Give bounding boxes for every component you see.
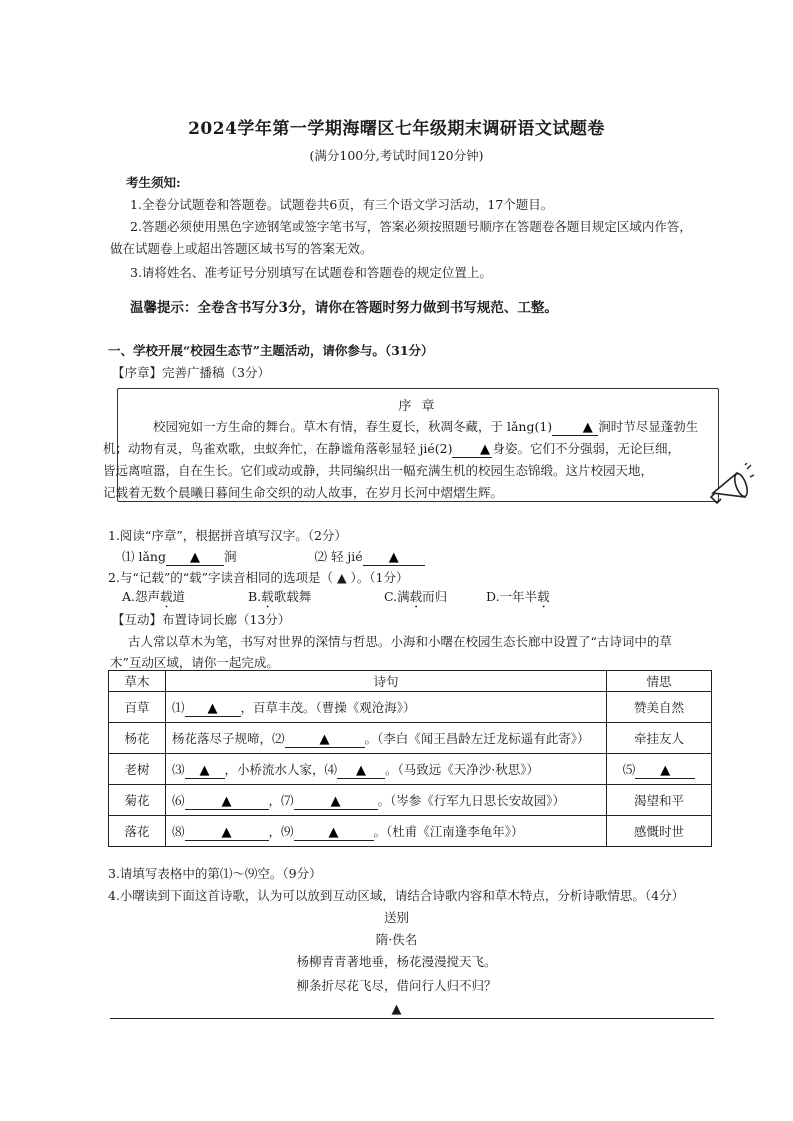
verse-text: 。（岑参《行军九日思长安故园》） <box>377 792 566 808</box>
notice-item-2: 2.答题必须使用黑色字迹钢笔或签字笔书写，答案必须按照题号顺序在答题卷各题目规定区域内作答， <box>130 219 692 234</box>
page-title: 2024学年第一学期海曙区七年级期末调研语文试题卷 <box>188 119 605 139</box>
verse-label: ⑹ <box>172 792 185 808</box>
verse-blank[interactable] <box>294 824 374 841</box>
verse-blank[interactable] <box>185 700 241 717</box>
option-d-pre: D.一年半 <box>486 589 538 604</box>
question-4: 4.小曙读到下面这首诗歌，认为可以放到互动区域，请结合诗歌内容和草木特点，分析诗歌情思。（4分） <box>108 888 685 903</box>
answer-triangle: ▲ <box>391 1002 402 1017</box>
row-verse <box>166 816 607 847</box>
option-a-dot: 载 <box>160 589 173 604</box>
row-verse <box>166 785 607 816</box>
verse-text: 杨花落尽子规啼，⑵ <box>172 730 285 746</box>
option-b-dot: 载 <box>261 589 274 604</box>
verse-blank[interactable] <box>285 731 365 748</box>
triangle-marker: ▲ <box>479 442 490 457</box>
q1-b-blank[interactable] <box>363 549 425 566</box>
verse-text: 。（李白《闻王昌龄左迁龙标遥有此寄》） <box>364 730 590 746</box>
header-verse: 诗句 <box>166 671 607 692</box>
row-verse <box>166 723 607 754</box>
row-plant: 老树 <box>109 754 166 785</box>
row-plant: 百草 <box>109 692 166 723</box>
verse-text: ，⑺ <box>268 792 294 808</box>
triangle-marker: ▲ <box>330 793 341 809</box>
triangle-marker: ▲ <box>319 731 330 747</box>
notice-item-1: 1.全卷分试题卷和答题卷。试题卷共6页，有三个语文学习活动，17个题目。 <box>130 197 554 212</box>
poem-title: 送别 <box>383 910 409 925</box>
question-1: 1.阅读“序章”，根据拼音填写汉字。（2分） <box>108 528 347 543</box>
verse-blank[interactable] <box>337 762 385 779</box>
row-verse <box>166 692 607 723</box>
option-c-pre: C.满 <box>384 589 410 604</box>
answer-line[interactable] <box>110 1018 714 1019</box>
header-plant: 草木 <box>109 671 166 692</box>
option-c-post: 而归 <box>422 589 448 604</box>
notice-item-2-cont: 做在试题卷上或超出答题区域书写的答案无效。 <box>110 241 373 256</box>
emotion-label: ⑸ <box>622 761 636 777</box>
notice-heading: 考生须知: <box>126 175 181 190</box>
table-row <box>109 754 712 785</box>
triangle-marker: ▲ <box>189 550 200 565</box>
triangle-marker: ▲ <box>388 550 399 565</box>
triangle-marker: ▲ <box>582 420 593 435</box>
triangle-marker: ▲ <box>221 793 232 809</box>
preface-box-title: 序 章 <box>398 399 438 414</box>
row-emotion <box>607 754 712 785</box>
row-plant: 杨花 <box>109 723 166 754</box>
option-d[interactable] <box>486 587 586 611</box>
verse-label: ⑴ <box>172 699 185 715</box>
question-1-answers <box>122 547 542 567</box>
part-1-heading: 【序章】完善广播稿（3分） <box>112 365 270 380</box>
preface-text-1: 校园宛如一方生命的舞台。草木有情，春生夏长，秋凋冬藏，于 lǎng(1) <box>153 419 553 434</box>
part-2-intro-1: 古人常以草木为笔，书写对世界的深情与哲思。小海和小曙在校园生态长廊中设置了“古诗词中的草 <box>128 634 672 649</box>
poem-line-1: 杨柳青青著地垂，杨花漫漫搅天飞。 <box>296 954 497 969</box>
verse-text: ，百草丰茂。（曹操《观沧海》） <box>240 699 416 715</box>
megaphone-icon <box>707 463 755 507</box>
verse-blank[interactable] <box>294 793 378 810</box>
verse-blank[interactable] <box>185 824 269 841</box>
q1-b-label: ⑵ 轻 jié <box>314 549 363 564</box>
triangle-marker: ▲ <box>356 762 367 778</box>
row-verse <box>166 754 607 785</box>
table-row <box>109 692 712 723</box>
q1-a-blank[interactable] <box>166 549 224 566</box>
page-subtitle: (满分100分,考试时间120分钟) <box>309 148 484 163</box>
poem-table <box>108 670 712 847</box>
q1-a-tail: 涧 <box>223 549 237 564</box>
blank-1[interactable] <box>552 419 598 436</box>
option-a-pre: A.怨声 <box>122 589 161 604</box>
table-row <box>109 816 712 847</box>
option-b-pre: B. <box>248 589 262 604</box>
table-row <box>109 785 712 816</box>
preface-text-6: 记载着无数个晨曦日暮间生命交织的动人故事，在岁月长河中熠熠生辉。 <box>103 485 504 500</box>
triangle-marker: ▲ <box>660 762 671 778</box>
notice-item-3: 3.请将姓名、准考证号分别填写在试题卷和答题卷的规定位置上。 <box>130 265 492 280</box>
emotion-blank[interactable] <box>635 762 695 779</box>
table-row <box>109 723 712 754</box>
triangle-marker: ▲ <box>199 762 210 778</box>
triangle-marker: ▲ <box>328 824 339 840</box>
triangle-marker: ▲ <box>207 700 218 716</box>
verse-text: 。（杜甫《江南逢李龟年》） <box>373 823 524 839</box>
verse-blank[interactable] <box>185 762 225 779</box>
option-a[interactable] <box>122 587 248 611</box>
question-2-options <box>122 587 682 611</box>
option-b-post: 歌载舞 <box>273 589 312 604</box>
preface-text-2: 涧时节尽显蓬勃生 <box>598 419 699 434</box>
poem-author: 隋·佚名 <box>375 932 418 947</box>
verse-label: ⑶ <box>172 761 185 777</box>
row-emotion: 赞美自然 <box>607 692 712 723</box>
table-header-row <box>109 671 712 692</box>
preface-box-body <box>103 414 718 504</box>
option-a-post: 道 <box>172 589 186 604</box>
preface-text-4: 身姿。它们不分强弱，无论巨细， <box>492 441 680 456</box>
part-2-heading: 【互动】布置诗词长廊（13分） <box>112 612 291 627</box>
q1-a-label: ⑴ lǎng <box>122 549 166 564</box>
part-2-intro-2: 木”互动区域，请你一起完成。 <box>110 655 279 670</box>
row-plant: 落花 <box>109 816 166 847</box>
row-emotion: 牵挂友人 <box>607 723 712 754</box>
blank-2[interactable] <box>452 441 492 458</box>
verse-label: ⑻ <box>172 823 185 839</box>
question-3: 3.请填写表格中的第⑴～⑼空。（9分） <box>108 866 322 881</box>
header-emotion: 情思 <box>607 671 712 692</box>
question-2: 2.与“记载”的“载”字读音相同的选项是（ ▲ ）。（1分） <box>108 570 409 585</box>
verse-blank[interactable] <box>185 793 269 810</box>
verse-label: ，⑼ <box>268 823 294 839</box>
preface-text-3: 机；动物有灵，鸟雀欢歌，虫蚁奔忙，在静谧角落彰显轻 jié(2) <box>103 441 453 456</box>
option-b[interactable] <box>248 587 384 611</box>
preface-text-5: 皆远离喧嚣，自在生长。它们或动或静，共同编织出一幅充满生机的校园生态锦缎。这片校园天地， <box>103 463 654 478</box>
row-plant: 菊花 <box>109 785 166 816</box>
row-emotion: 感慨时世 <box>607 816 712 847</box>
section-1-heading: 一、学校开展“校园生态节”主题活动，请你参与。（31分） <box>108 343 434 358</box>
option-c-dot: 载 <box>409 589 423 604</box>
verse-text: 。（马致远《天净沙·秋思》） <box>385 761 540 777</box>
triangle-marker: ▲ <box>221 824 232 840</box>
option-c[interactable] <box>384 587 486 611</box>
verse-text: ，小桥流水人家，⑷ <box>224 761 338 777</box>
option-d-dot: 载 <box>537 589 550 604</box>
poem-line-2: 柳条折尽花飞尽，借问行人归不归？ <box>296 978 497 993</box>
warm-tip: 温馨提示：全卷含书写分3分，请你在答题时努力做到书写规范、工整。 <box>130 300 558 316</box>
row-emotion: 渴望和平 <box>607 785 712 816</box>
preface-box <box>103 388 719 502</box>
